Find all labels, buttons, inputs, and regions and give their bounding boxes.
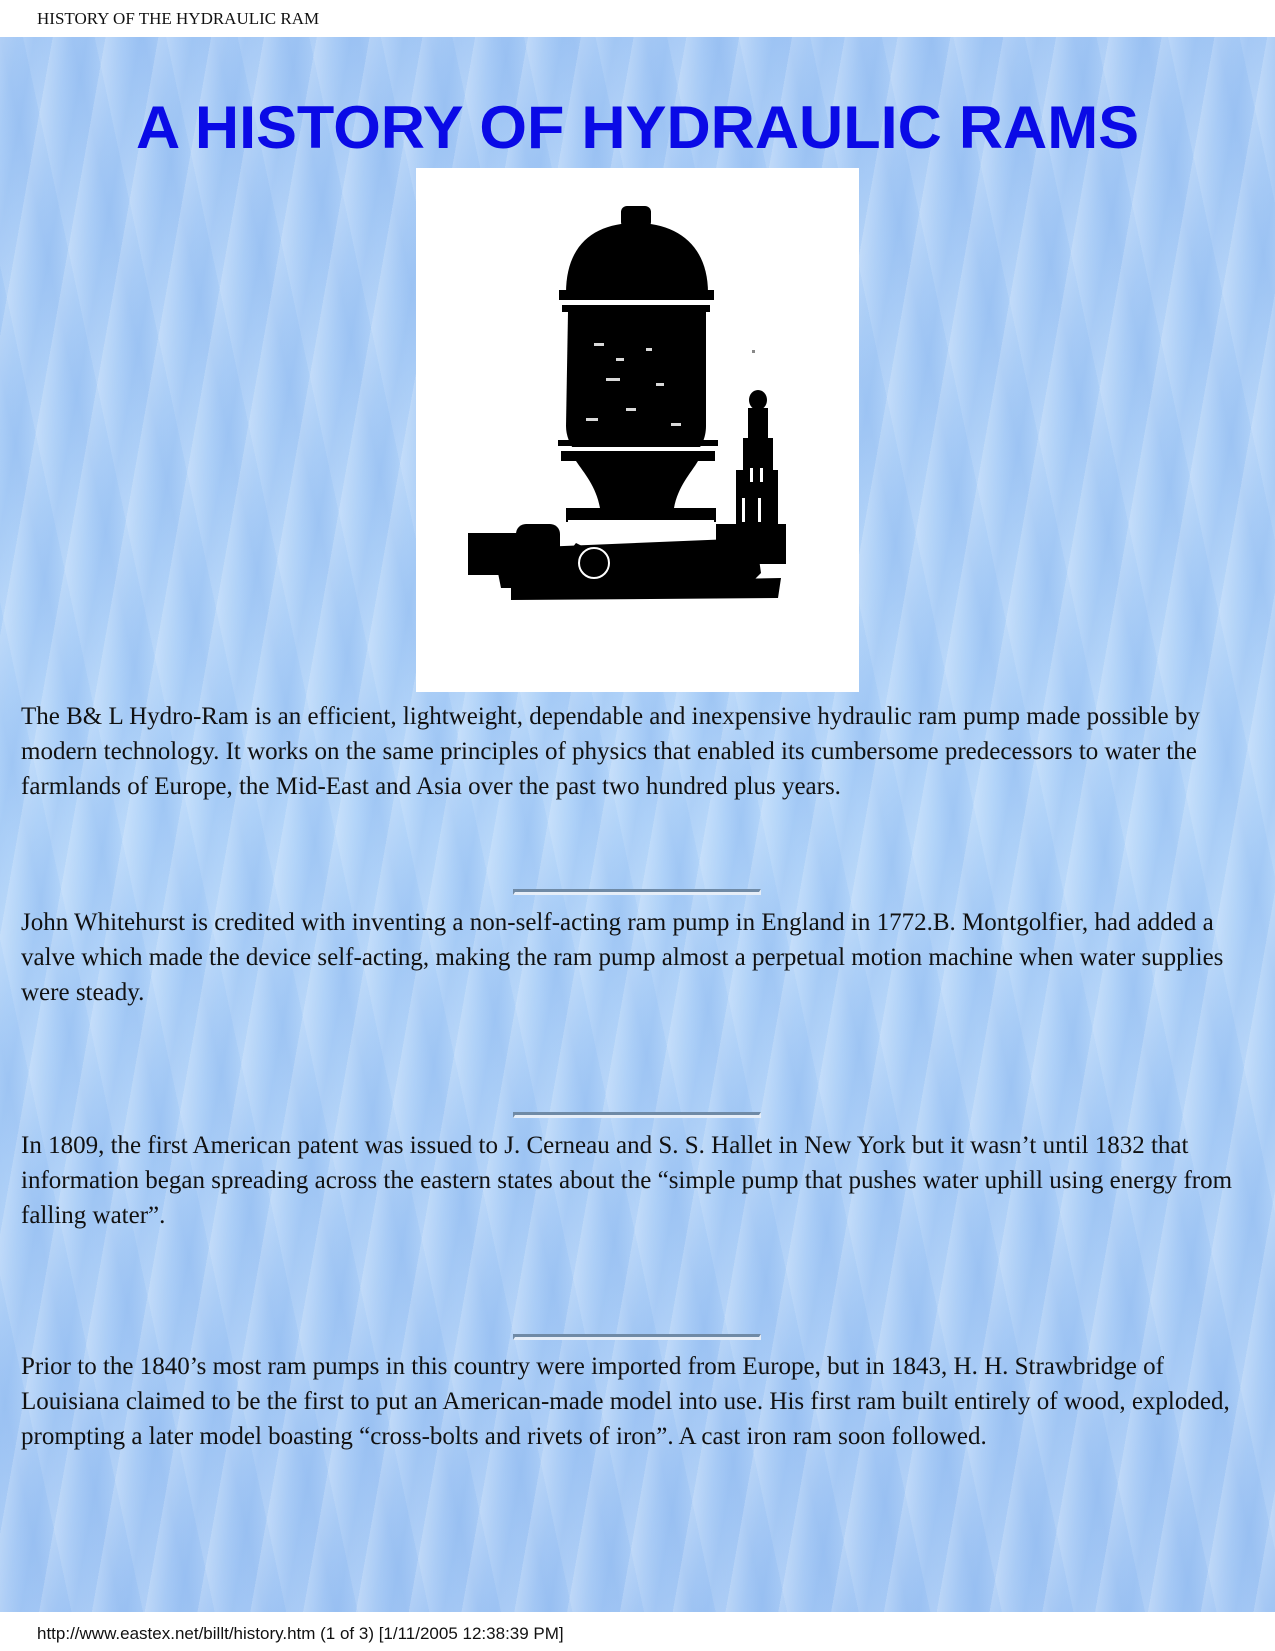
print-footer-url: http://www.eastex.net/billt/history.htm (1 of 3) [1/11/2005 12:38:39 PM] (37, 1624, 564, 1643)
paragraph-strawbridge: Prior to the 1840’s most ram pumps in this country were imported from Europe, but in 1843, H. H. Strawbridge of Louisiana claimed to be the first to put an American-made model into use. His first ram built entirely of wood, exploded, prompting a later model boasting “cross-bolts and rivets of iron”. A cast iron ram soon followed. (21, 1353, 1230, 1450)
divider (513, 889, 761, 895)
hydraulic-ram-image (416, 168, 859, 692)
print-footer (0, 1612, 1275, 1651)
paragraph-american-patent: In 1809, the first American patent was issued to J. Cerneau and S. S. Hallet in New York but it wasn’t until 1832 that information began spreading across the eastern states about the “simple pump that pushes water uphill using energy from falling water”. (21, 1132, 1233, 1229)
page-content (0, 37, 1275, 1612)
print-header-title: HISTORY OF THE HYDRAULIC RAM (37, 9, 320, 28)
paragraph-intro: The B& L Hydro-Ram is an efficient, lightweight, dependable and inexpensive hydraulic ram pump made possible by modern technology. It works on the same principles of physics that enabled its cumbersome predecessors to water the farmlands of Europe, the Mid-East and Asia over the past two hundred plus years. (21, 703, 1200, 800)
page-title: A HISTORY OF HYDRAULIC RAMS (135, 94, 1140, 162)
divider (513, 1112, 761, 1118)
print-header (0, 0, 1275, 37)
paragraph-whitehurst: John Whitehurst is credited with inventing a non-self-acting ram pump in England in 1772.B. Montgolfier, had added a valve which made the device self-acting, making the ram pump almost a perpetual motion machine when water supplies were steady. (21, 909, 1224, 1006)
hydraulic-ram-pump-icon (416, 168, 859, 692)
divider (513, 1334, 761, 1340)
